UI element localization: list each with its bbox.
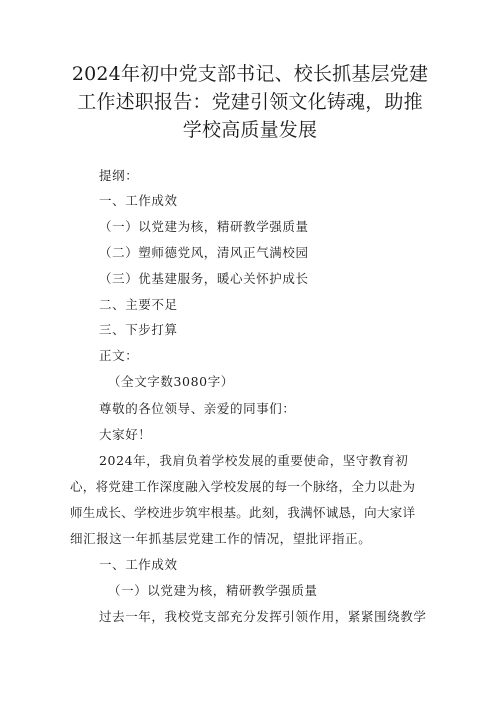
outline-section-1: 一、工作成效 [99,193,178,208]
paragraph-1-line-2: 心，将党建工作深度融入学校发展的每一个脉络，全力以赴为 [70,479,415,494]
outline-subsection-2: （二）塑师德党风，清风正气满校园 [99,245,309,260]
body-subsection-1: （一）以党建为核，精研教学强质量 [108,583,318,598]
outline-section-3: 三、下步打算 [99,322,178,337]
salutation: 尊敬的各位领导、亲爱的同事们： [99,401,296,416]
title-line-3: 学校高质量发展 [182,119,318,141]
outline-section-2: 二、主要不足 [99,297,178,312]
title-line-1: 2024年初中党支部书记、校长抓基层党建 [71,63,429,85]
outline-subsection-1: （一）以党建为核，精研教学强质量 [99,219,309,234]
paragraph-1-line-4: 细汇报这一年抓基层党建工作的情况，望批评指正。 [70,531,372,546]
body-section-1: 一、工作成效 [99,557,178,572]
paragraph-2-line-1: 过去一年，我校党支部充分发挥引领作用，紧紧围绕教学 [99,609,427,624]
paragraph-1-line-1: 2024年，我肩负着学校发展的重要使命，坚守教育初 [99,453,409,468]
document-title [30,60,470,144]
paragraph-1-line-3: 师生成长、学校进步筑牢根基。此刻，我满怀诚恳，向大家详 [70,505,415,520]
title-line-2: 工作述职报告：党建引领文化铸魂，助推 [77,91,423,113]
body-label: 正文： [99,348,139,363]
greeting: 大家好！ [99,427,152,442]
outline-label: 提纲： [99,168,139,183]
word-count: （全文字数3080字） [108,374,234,389]
outline-subsection-3: （三）优基建服务，暖心关怀护成长 [99,271,309,286]
